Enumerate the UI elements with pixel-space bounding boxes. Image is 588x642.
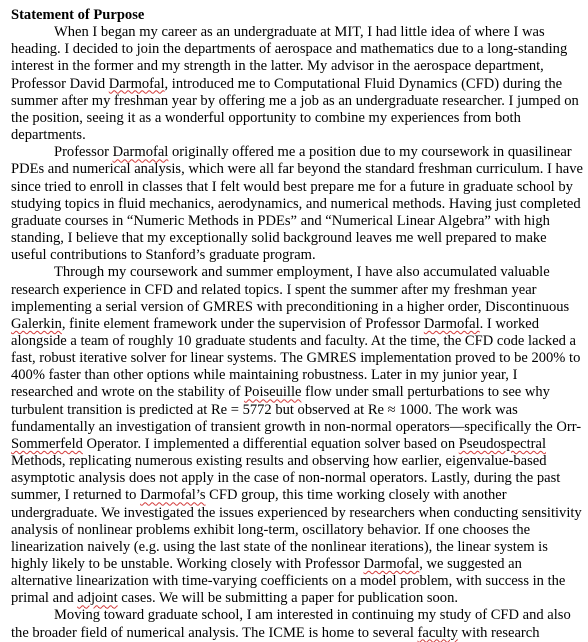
spellcheck-flagged-word: Darmofal xyxy=(363,556,420,572)
text-run: with research xyxy=(457,624,540,641)
text-run: Professor xyxy=(54,144,113,161)
spellcheck-flagged-word: Pseudospectral xyxy=(458,435,546,452)
text-run: CFD group, this time working closely with another undergraduate. We investigated the issues experienced by researchers when conducting sensitivity analysis of nonlinear problems exhibit long-term, oscillatory behavior. If one chooses the linearization naively (e.g. using the last state of the nonlinear iterations), the linear system is highly likely to be unstable. Working closely with Professor xyxy=(11,487,582,572)
spellcheck-flagged-word: faculty xyxy=(417,624,458,641)
text-run: , finite element framework under the supervision of Professor xyxy=(61,315,424,332)
text-run: originally offered me a position due to my coursework in quasilinear PDEs and numerical analysis, which were all far beyond the standard freshman curriculum. I have since tried to enroll in classes that I felt would best prepare me for a future in graduate school by studying topics in fluid mechanics, aerodynamics, and numerical methods. Having just completed graduate courses in “Numeric Methods in PDEs” and “Numerical Linear Algebra” with high standing, I believe that my exceptionally solid background leaves me well prepared to make useful contributions to Stanford’s graduate program. xyxy=(11,144,583,264)
text-run: Through my coursework and summer employment, I have also accumulated valuable research experience in CFD and related topics. I spent the summer after my freshman year implementing a serial version of GMRES with preconditioning in a higher order, Discontinuous xyxy=(11,264,570,315)
document-page xyxy=(11,7,583,642)
text-run: . I worked alongside a team of roughly 10 graduate students and faculty. At the time, the CFD code lacked a fast, robust iterative solver for linear systems. The GMRES implementation proved to be 200% to 400% faster than other options while maintaining robustness. Later in my junior year, I researched and wrote on the stability of xyxy=(11,315,581,401)
paragraph xyxy=(11,607,583,641)
text-run: When I began my career as an undergraduate at MIT, I had little idea of where I was heading. I decided to join the departments of aerospace and mathematics due to a long-standing interest in the former and my strength in the latter. My advisor in the aerospace department, Professor David xyxy=(11,24,568,92)
text-run: Moving toward graduate school, I am interested in continuing my study of CFD and also the broader field of numerical analysis. The ICME is home to several xyxy=(11,607,571,641)
text-run: cases. We will be submitting a paper for publication soon. xyxy=(117,590,458,607)
spellcheck-flagged-word: Poiseuille xyxy=(244,384,302,401)
spellcheck-flagged-word: Darmofal xyxy=(423,315,480,332)
spellcheck-flagged-word: adjoint xyxy=(77,590,118,607)
text-run: , introduced me to Computational Fluid Dynamics (CFD) during the summer after my freshman year by offering me a job as an undergraduate researcher. I jumped on the position, seeing it as a wonderful opportunity to combine my experiences from both departments. xyxy=(11,75,579,144)
paragraph xyxy=(11,24,583,144)
document-body xyxy=(11,24,583,642)
text-run: Operator. I implemented a differential equation solver based on xyxy=(82,435,459,452)
spellcheck-flagged-word: Darmofal’s xyxy=(140,487,206,504)
spellcheck-flagged-word: Darmofal xyxy=(108,75,165,92)
spellcheck-flagged-word: Sommerfeld xyxy=(11,435,83,452)
paragraph xyxy=(11,264,583,607)
spellcheck-flagged-word: Darmofal xyxy=(112,144,169,161)
text-run: flow under small perturbations to see why turbulent transition is predicted at Re = 5772 but observed at Re ≈ 1000. The work was fundamentally an investigation of transient growth in non-normal operators—specifically the Orr- xyxy=(11,384,582,435)
text-run: , we suggested an alternative linearization with time-varying coefficients on a model problem, with success in the primal and xyxy=(11,556,566,607)
document-title: Statement of Purpose xyxy=(11,7,145,23)
spellcheck-flagged-word: Galerkin xyxy=(11,315,62,332)
text-run: Methods, replicating numerous existing results and observing how earlier, eigenvalue-based asymptotic analysis does not apply in the case of non-normal operators. Lastly, during the past summer, I returned to xyxy=(11,453,561,504)
paragraph xyxy=(11,144,583,264)
